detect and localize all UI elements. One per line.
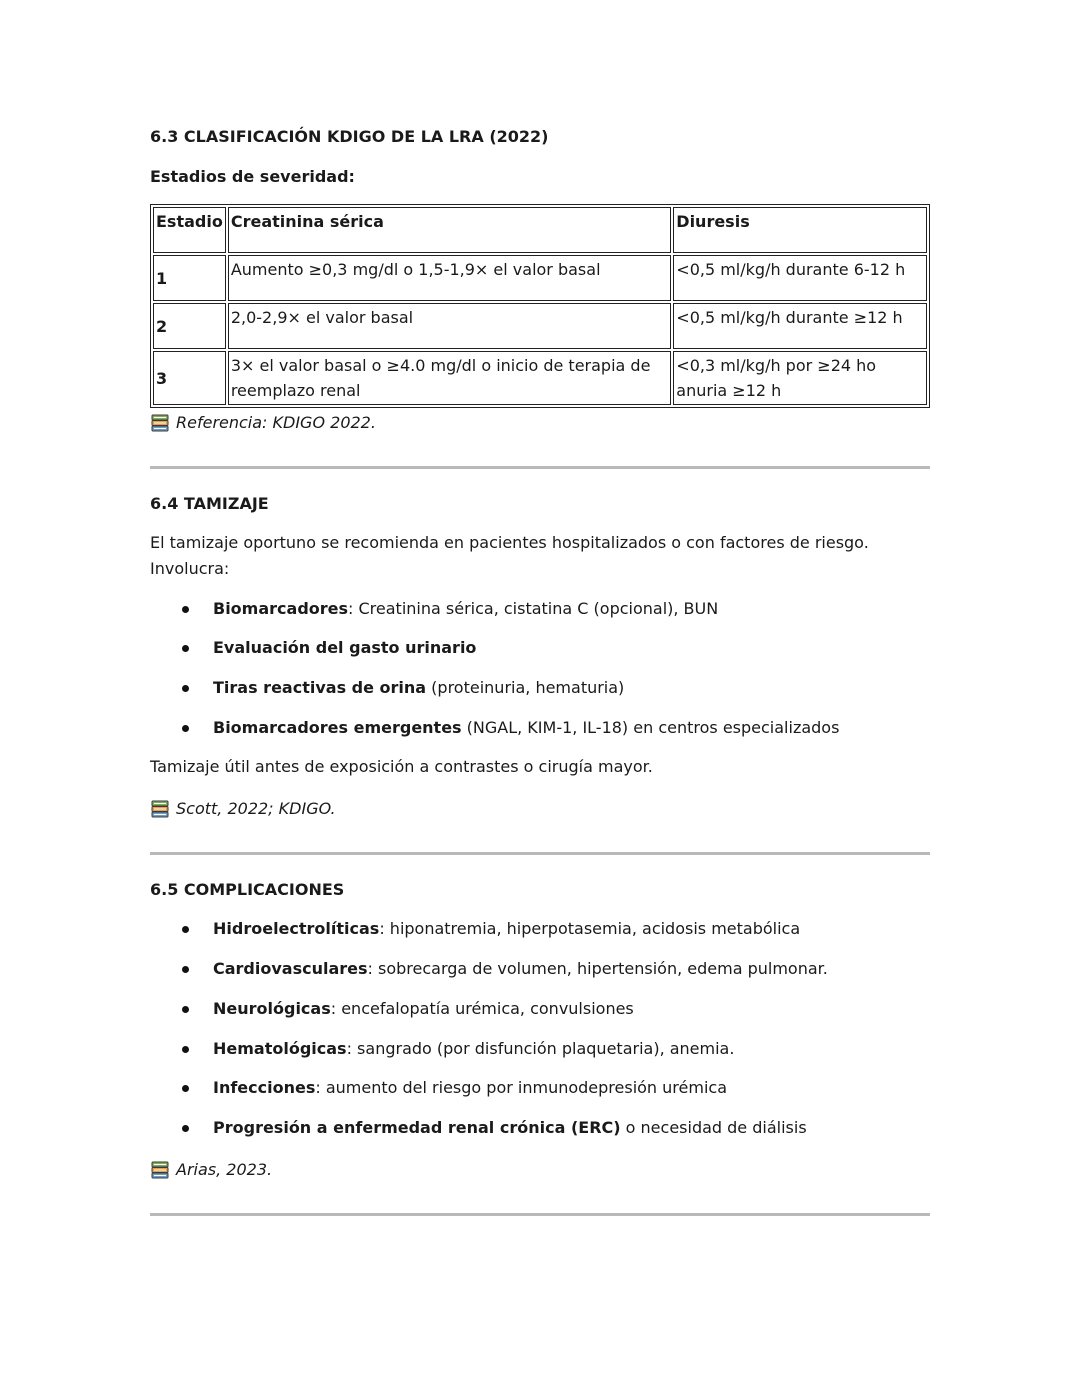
bullet-icon (182, 1125, 189, 1132)
screening-intro: El tamizaje oportuno se recomienda en pacientes hospitalizados o con factores de riesgo. Involucra: (150, 533, 869, 578)
table-cell-diuresis: <0,5 ml/kg/h durante 6-12 h (673, 255, 927, 301)
table-header-diuresis: Diuresis (673, 207, 927, 253)
list-item: Tiras reactivas de orina (proteinuria, hematuria) (150, 675, 930, 701)
list-item: Progresión a enfermedad renal crónica (ERC) o necesidad de diálisis (150, 1115, 930, 1141)
kdigo-table (150, 204, 930, 408)
list-item: Evaluación del gasto urinario (150, 635, 930, 661)
reference-kdigo (150, 410, 930, 436)
list-item: Infecciones: aumento del riesgo por inmunodepresión urémica (150, 1075, 930, 1101)
section-divider (150, 466, 930, 469)
list-item: Hematológicas: sangrado (por disfunción plaquetaria), anemia. (150, 1036, 930, 1062)
screening-list (150, 596, 930, 741)
section-title-kdigo: 6.3 CLASIFICACIÓN KDIGO DE LA LRA (2022) (150, 127, 549, 146)
bullet-icon (182, 606, 189, 613)
reference-text: Referencia: KDIGO 2022. (176, 413, 376, 432)
bullet-icon (182, 1046, 189, 1053)
reference-complications (150, 1157, 930, 1183)
section-divider (150, 852, 930, 855)
table-cell-creatinine: 3× el valor basal o ≥4.0 mg/dl o inicio de terapia de reemplazo renal (228, 351, 671, 405)
bullet-icon (182, 645, 189, 652)
bullet-icon (182, 1085, 189, 1092)
list-item: Neurológicas: encefalopatía urémica, convulsiones (150, 996, 930, 1022)
document-page (150, 124, 930, 1216)
section-divider (150, 1213, 930, 1216)
table-cell-creatinine: 2,0-2,9× el valor basal (228, 303, 671, 349)
bullet-icon (182, 1006, 189, 1013)
table-row (153, 255, 927, 301)
bullet-icon (182, 725, 189, 732)
list-item: Biomarcadores: Creatinina sérica, cistatina C (opcional), BUN (150, 596, 930, 622)
table-cell-diuresis: <0,3 ml/kg/h por ≥24 ho anuria ≥12 h (673, 351, 927, 405)
table-header-stage: Estadio (153, 207, 226, 253)
books-icon (150, 1160, 170, 1180)
bullet-icon (182, 966, 189, 973)
table-row (153, 303, 927, 349)
list-item: Cardiovasculares: sobrecarga de volumen, hipertensión, edema pulmonar. (150, 956, 930, 982)
table-cell-creatinine: Aumento ≥0,3 mg/dl o 1,5-1,9× el valor basal (228, 255, 671, 301)
books-icon (150, 413, 170, 433)
reference-text: Arias, 2023. (176, 1159, 273, 1179)
table-cell-stage: 3 (153, 351, 226, 405)
reference-screening (150, 796, 930, 822)
table-header-creatinine: Creatinina sérica (228, 207, 671, 253)
table-cell-stage: 2 (153, 303, 226, 349)
section-title-complications: 6.5 COMPLICACIONES (150, 879, 345, 899)
books-icon (150, 799, 170, 819)
complications-list (150, 916, 930, 1140)
reference-text: Scott, 2022; KDIGO. (176, 798, 336, 818)
list-item: Biomarcadores emergentes (NGAL, KIM-1, IL-18) en centros especializados (150, 715, 930, 741)
section-title-screening: 6.4 TAMIZAJE (150, 494, 269, 513)
list-item: Hidroelectrolíticas: hiponatremia, hiperpotasemia, acidosis metabólica (150, 916, 930, 942)
table-header-row (153, 207, 927, 253)
table-cell-stage: 1 (153, 255, 226, 301)
bullet-icon (182, 685, 189, 692)
section-subtitle-stages: Estadios de severidad: (150, 167, 355, 186)
table-cell-diuresis: <0,5 ml/kg/h durante ≥12 h (673, 303, 927, 349)
screening-note: Tamizaje útil antes de exposición a contrastes o cirugía mayor. (150, 756, 653, 776)
bullet-icon (182, 926, 189, 933)
table-row (153, 351, 927, 405)
